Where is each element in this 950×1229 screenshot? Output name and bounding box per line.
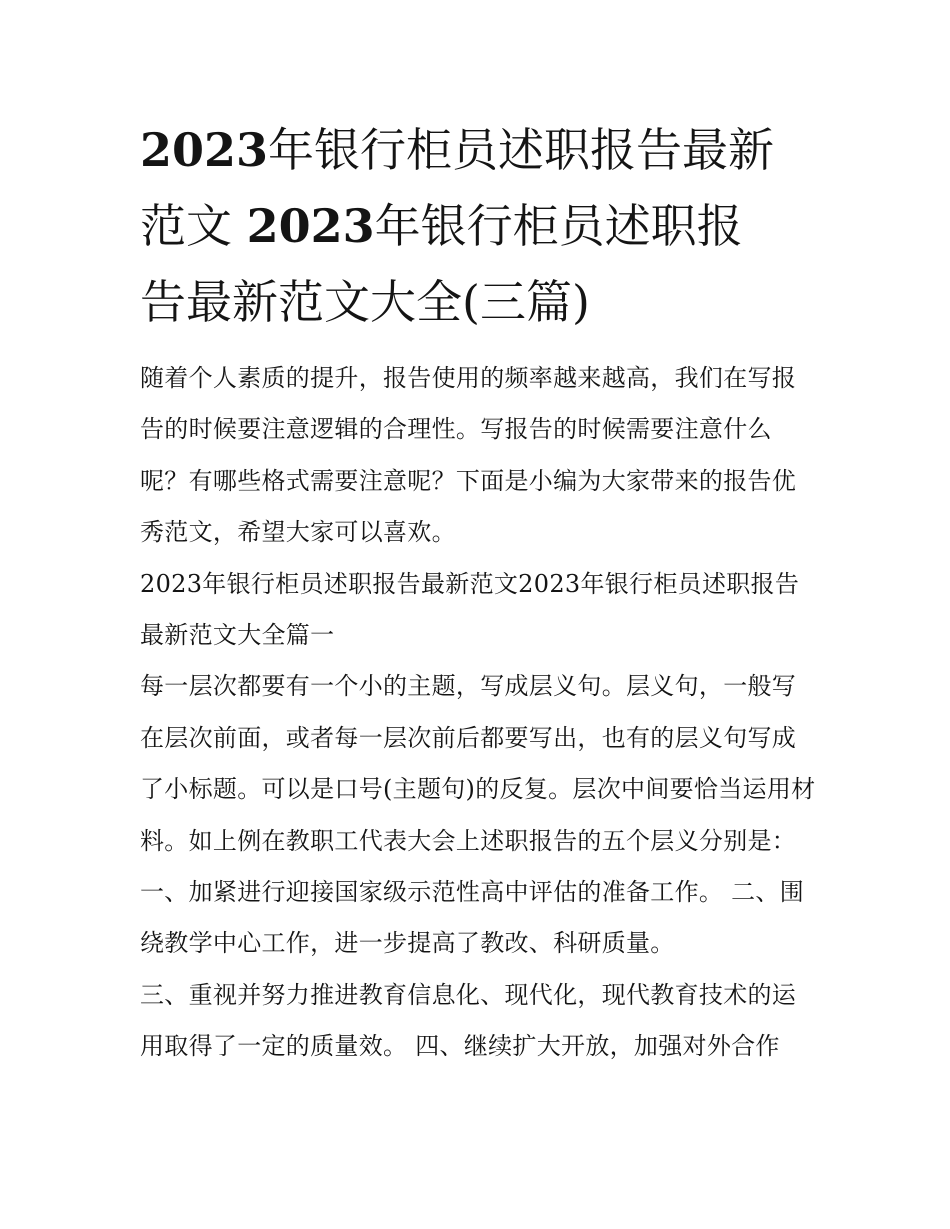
document-body: [140, 353, 816, 1073]
title-year-1: 2023: [140, 123, 269, 177]
title-text-2b: 年银行柜员述职报: [374, 199, 743, 253]
title-year-2: 2023: [246, 199, 375, 253]
paragraph-intro: 随着个人素质的提升，报告使用的频率越来越高，我们在写报告的时候要注意逻辑的合理性。写报告的时候需要注意什么呢？有哪些格式需要注意呢？下面是小编为大家带来的报告优秀范文，希望大家可以喜欢。: [140, 364, 797, 547]
paragraph-section-heading: 2023年银行柜员述职报告最新范文2023年银行柜员述职报告最新范文大全篇一: [140, 569, 800, 650]
title-text-3: 告最新范文大全(三篇): [140, 275, 590, 329]
title-text-1: 年银行柜员述职报告最新: [268, 123, 775, 177]
paragraph-layers: 每一层次都要有一个小的主题，写成层义句。层义句，一般写在层次前面，或者每一层次前后都要写出，也有的层义句写成了小标题。可以是口号(主题句)的反复。层次中间要恰当运用材料。如上例在教职工代表大会上述职报告的五个层义分别是：: [140, 672, 816, 855]
paragraph-points-1-2: 一、加紧进行迎接国家级示范性高中评估的准备工作。 二、围绕教学中心工作，进一步提高了教改、科研质量。: [140, 878, 805, 958]
title-text-2a: 范文: [140, 199, 232, 253]
document-title: [140, 112, 820, 340]
paragraph-points-3-4: 三、重视并努力推进教育信息化、现代化，现代教育技术的运用取得了一定的质量效。 四、继续扩大开放，加强对外合作: [140, 980, 797, 1061]
